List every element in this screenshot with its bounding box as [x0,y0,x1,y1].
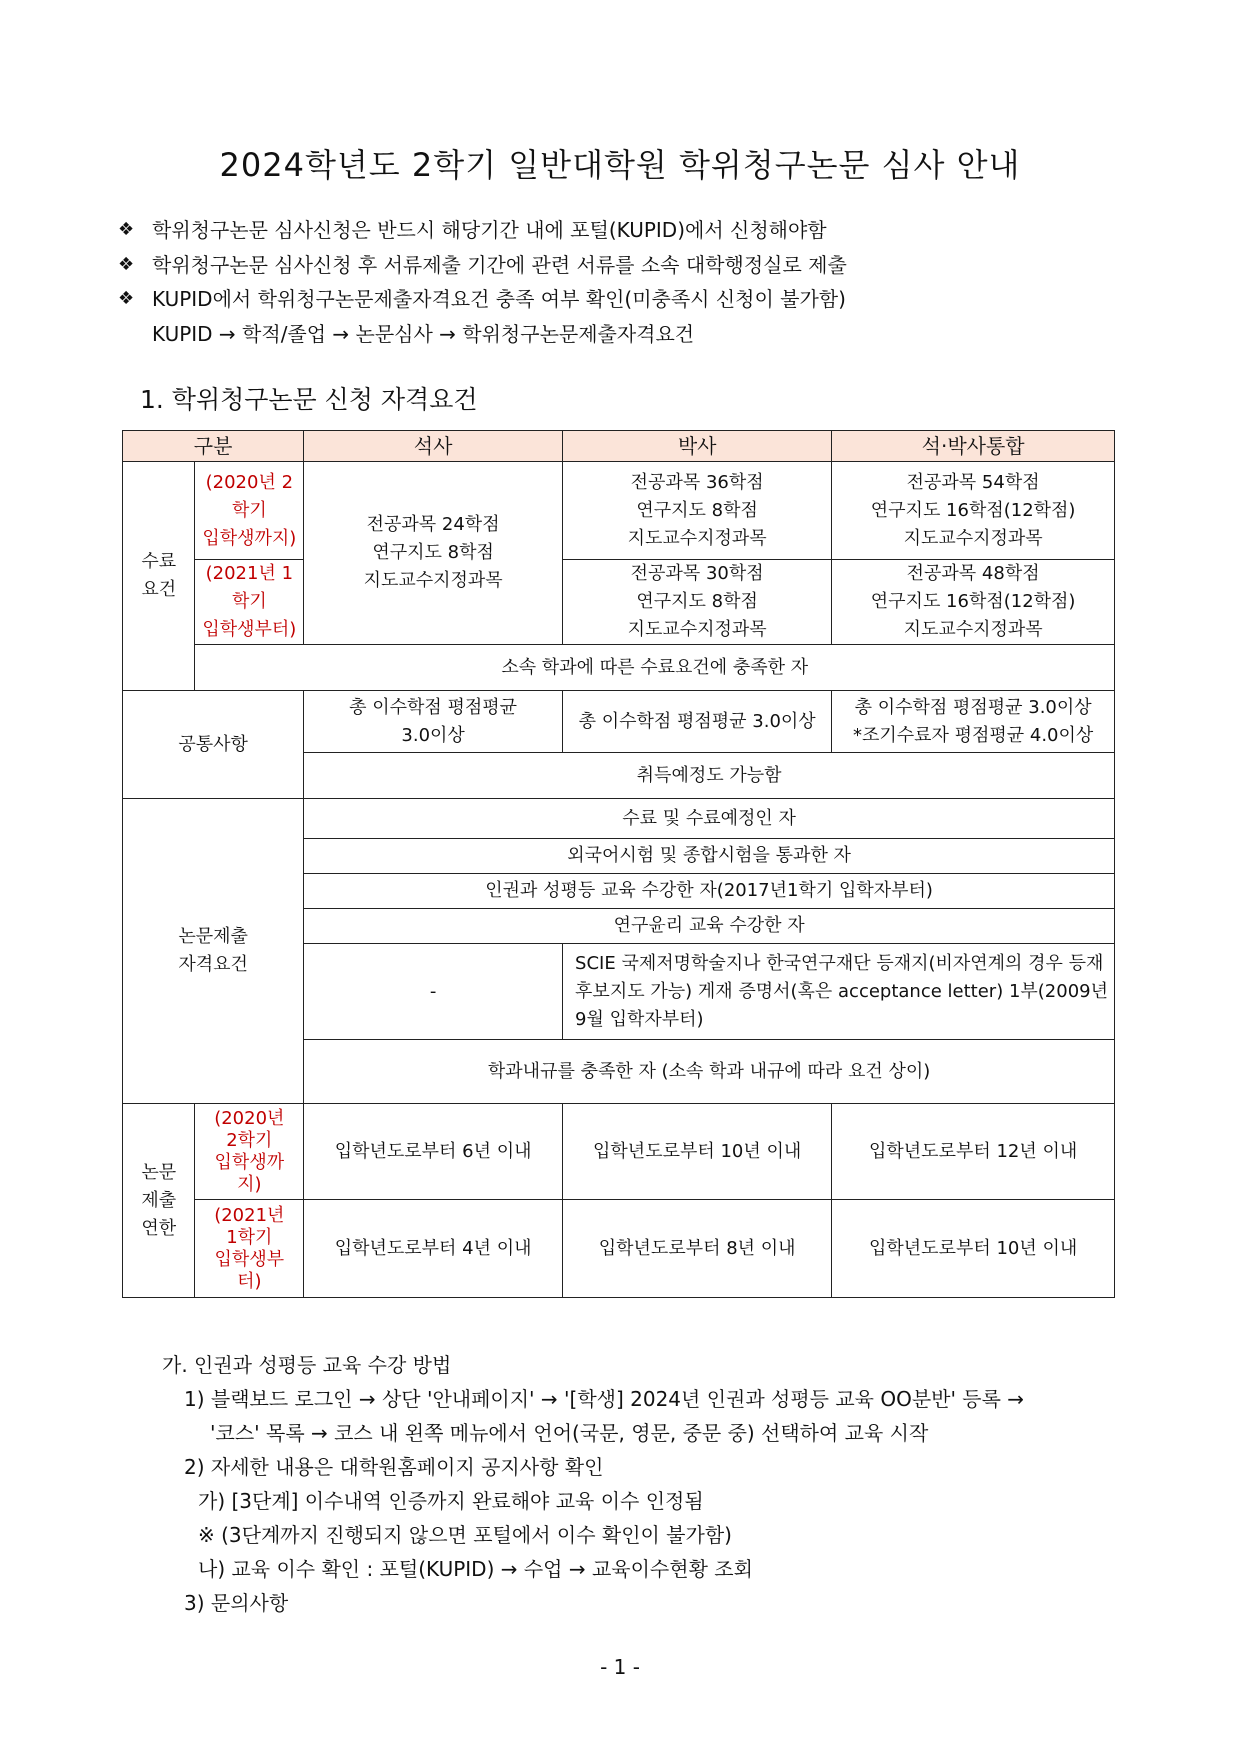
list-item: 1) 블랙보드 로그인 → 상단 '안내페이지' → '[학생] 2024년 인권과 성평등 교육 OO분반' 등록 → [184,1387,1025,1411]
table-header-row [123,431,1115,462]
table-cell: 총 이수학점 평점평균 3.0이상 [304,691,563,753]
table-row [123,560,1115,645]
table-cell: SCIE 국제저명학술지나 한국연구재단 등재지(비자연계의 경우 등재후보지도 가능) 게재 증명서(혹은 acceptance letter) 1부(2009년 9월 입학자부터) [563,944,1115,1040]
table-cell: 총 이수학점 평점평균 3.0이상 [563,691,832,753]
table-cell: 총 이수학점 평점평균 3.0이상 *조기수료자 평점평균 4.0이상 [832,691,1115,753]
bullet-item [118,282,1138,317]
table-cell: 전공과목 36학점 연구지도 8학점 지도교수지정과목 [563,462,832,560]
header-integrated: 석·박사통합 [832,431,1115,462]
table-cell: 수료 및 수료예정인 자 [304,799,1115,839]
bullet-item [118,248,1138,283]
table-cell: 취득예정도 가능함 [304,753,1115,799]
table-row [123,1104,1115,1200]
section-heading: 1. 학위청구논문 신청 자격요건 [140,385,478,414]
page-number: - 1 - [600,1655,640,1679]
diamond-bullet-icon: ❖ [118,288,135,309]
bullet-text: KUPID에서 학위청구논문제출자격요건 충족 여부 확인(미충족시 신청이 불가함) [152,287,846,311]
bullet-item [118,213,1138,248]
diamond-bullet-icon: ❖ [118,253,135,275]
table-cell: 입학년도로부터 10년 이내 [832,1200,1115,1298]
table-cell: 전공과목 54학점 연구지도 16학점(12학점) 지도교수지정과목 [832,462,1115,560]
group-label: (2020년 2학기 입학생까 지) [195,1104,304,1200]
deadline-label: 논문 제출 연한 [123,1104,195,1298]
table-cell: 전공과목 48학점 연구지도 16학점(12학점) 지도교수지정과목 [832,560,1115,645]
list-item: 가) [3단계] 이수내역 인증까지 완료해야 교육 이수 인정됨 [198,1489,704,1513]
table-row [123,462,1115,560]
diamond-bullet-icon: ❖ [118,219,135,240]
education-method-section [162,1348,1162,1620]
table-cell: 인권과 성평등 교육 수강한 자(2017년1학기 입학자부터) [304,874,1115,909]
list-item: 2) 자세한 내용은 대학원홈페이지 공지사항 확인 [184,1455,604,1479]
table-cell: 전공과목 24학점 연구지도 8학점 지도교수지정과목 [304,462,563,645]
table-row [123,799,1115,839]
completion-label: 수료 요건 [123,462,195,691]
bullet-text: 학위청구논문 심사신청은 반드시 해당기간 내에 포털(KUPID)에서 신청해야함 [152,218,827,242]
list-item: '코스' 목록 → 코스 내 왼쪽 메뉴에서 언어(국문, 영문, 중문 중) 선택하여 교육 시작 [210,1421,929,1445]
table-cell: - [304,944,563,1040]
header-phd: 박사 [563,431,832,462]
group-label: (2021년 1학기 입학생부 터) [195,1200,304,1298]
requirements-table [122,430,1115,1298]
table-cell: 입학년도로부터 8년 이내 [563,1200,832,1298]
group-label: (2020년 2학기 입학생까지) [195,462,304,560]
table-cell: 입학년도로부터 6년 이내 [304,1104,563,1200]
table-cell: 소속 학과에 따른 수료요건에 충족한 자 [195,645,1115,691]
table-cell: 학과내규를 충족한 자 (소속 학과 내규에 따라 요건 상이) [304,1040,1115,1104]
header-master: 석사 [304,431,563,462]
notice-bullets [118,213,1138,351]
bullet-subtext: KUPID → 학적/졸업 → 논문심사 → 학위청구논문제출자격요건 [152,321,695,346]
table-cell: 입학년도로부터 4년 이내 [304,1200,563,1298]
common-label: 공통사항 [123,691,304,799]
table-row [123,691,1115,753]
list-item: 나) 교육 이수 확인 : 포털(KUPID) → 수업 → 교육이수현황 조회 [198,1557,753,1581]
group-label: (2021년 1학기 입학생부터) [195,560,304,645]
list-item: ※ (3단계까지 진행되지 않으면 포털에서 이수 확인이 불가함) [198,1523,732,1547]
table-cell: 입학년도로부터 12년 이내 [832,1104,1115,1200]
table-cell: 입학년도로부터 10년 이내 [563,1104,832,1200]
header-category: 구분 [123,431,304,462]
bullet-text: 학위청구논문 심사신청 후 서류제출 기간에 관련 서류를 소속 대학행정실로 제출 [152,252,847,277]
table-cell: 전공과목 30학점 연구지도 8학점 지도교수지정과목 [563,560,832,645]
section-subheading: 가. 인권과 성평등 교육 수강 방법 [162,1353,452,1377]
page-title: 2024학년도 2학기 일반대학원 학위청구논문 심사 안내 [219,146,1021,184]
table-cell: 외국어시험 및 종합시험을 통과한 자 [304,839,1115,874]
table-row [123,1200,1115,1298]
table-cell: 연구윤리 교육 수강한 자 [304,909,1115,944]
list-item: 3) 문의사항 [184,1591,289,1615]
table-row [123,645,1115,691]
eligibility-label: 논문제출 자격요건 [123,799,304,1104]
